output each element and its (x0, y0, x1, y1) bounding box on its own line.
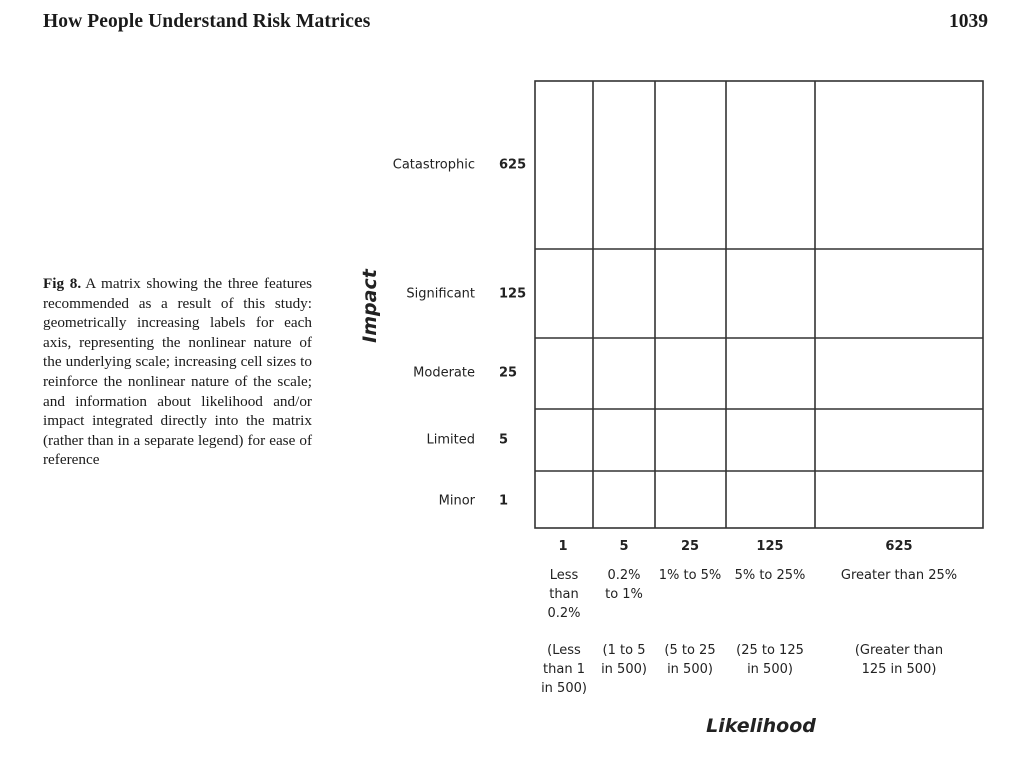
figure-caption (43, 274, 312, 470)
col-ratio-125: (25 to 125 in 500) (736, 643, 804, 677)
col-percent-5: 0.2% to 1% (605, 568, 643, 602)
col-percent-25: 1% to 5% (658, 568, 722, 583)
risk-matrix-figure (340, 70, 1023, 770)
matrix-border (535, 81, 983, 528)
col-ratio-625: (Greater than 125 in 500) (854, 643, 944, 677)
col-value-5: 5 (619, 539, 629, 554)
row-label-moderate: Moderate (413, 365, 475, 381)
row-label-catastrophic: Catastrophic (392, 157, 475, 173)
running-title: How People Understand Risk Matrices (43, 11, 371, 32)
row-label-limited: Limited (426, 432, 475, 448)
col-value-125: 125 (756, 539, 784, 554)
row-label-significant: Significant (406, 286, 475, 302)
col-value-25: 25 (680, 539, 700, 554)
row-label-minor: Minor (438, 493, 475, 509)
row-value-catastrophic: 625 (499, 157, 527, 173)
col-percent-125: 5% to 25% (734, 568, 806, 583)
x-axis-title: Likelihood (706, 715, 816, 737)
y-axis-title: Impact (359, 269, 381, 343)
caption-text: A matrix showing the three features recommended as a result of this study: geometrically increasing labels for each axis, representing the nonlinear nature of the underlying scale; increasing cell sizes to reinforce the nonlinear nature of the scale; and information about likelihood and/or impact integrated directly into the matrix (rather than in a separate legend) for ease of reference (43, 275, 312, 469)
col-percent-625: Greater than 25% (840, 568, 958, 583)
col-ratio-25: (5 to 25 in 500) (664, 643, 716, 677)
row-value-limited: 5 (499, 432, 509, 448)
row-value-minor: 1 (499, 493, 509, 509)
row-value-moderate: 25 (499, 365, 518, 381)
figure-label: Fig 8. (43, 275, 82, 292)
col-percent-1: Less than 0.2% (547, 568, 581, 621)
col-value-625: 625 (885, 539, 913, 554)
col-ratio-5: (1 to 5 in 500) (601, 643, 647, 677)
risk-matrix-grid (340, 70, 1023, 540)
page-number: 1039 (949, 11, 988, 32)
row-value-significant: 125 (499, 286, 527, 302)
col-ratio-1: (Less than 1 in 500) (541, 643, 587, 696)
col-value-1: 1 (558, 539, 568, 554)
